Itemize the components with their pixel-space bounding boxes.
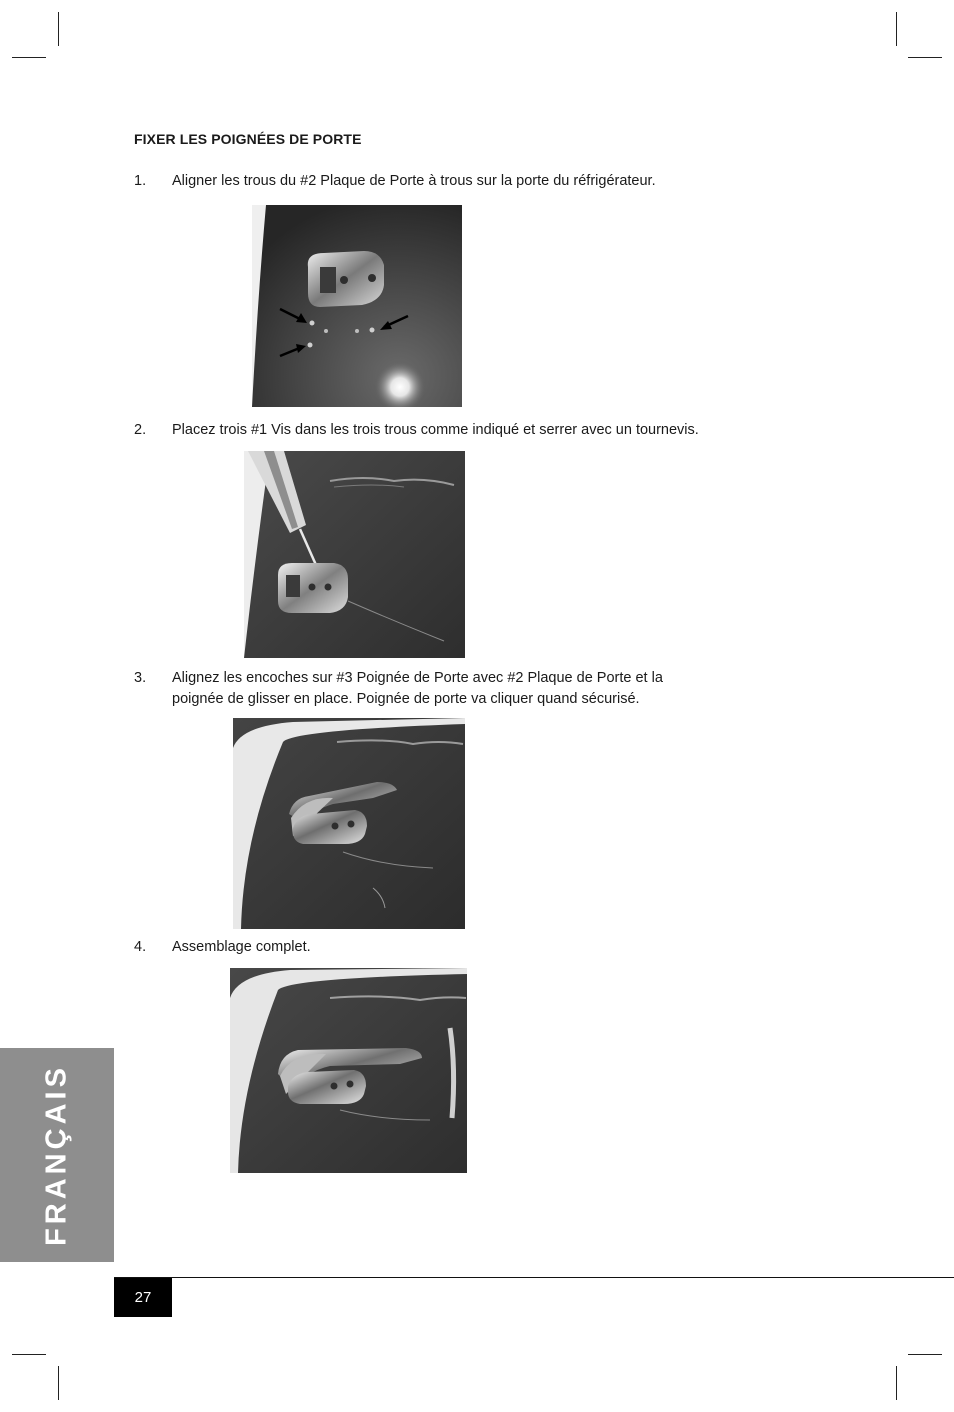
language-label: FRANÇAIS — [40, 1064, 73, 1246]
crop-mark-bottom-right-v — [896, 1366, 897, 1400]
photo-handle-sliding — [233, 718, 465, 929]
step-text-line-2: poignée de glisser en place. Poignée de porte va cliquer quand sécurisé. — [172, 691, 640, 707]
crop-mark-top-right-v — [896, 12, 897, 46]
crop-mark-bottom-right-h — [908, 1354, 942, 1355]
crop-mark-top-right-h — [908, 57, 942, 58]
step-text: Alignez les encoches sur #3 Poignée de Porte avec #2 Plaque de Porte et la — [172, 670, 663, 686]
photo-assembly-complete — [230, 968, 467, 1173]
language-side-tab — [0, 1048, 114, 1262]
step-number: 1. — [134, 173, 147, 189]
step-text: Placez trois #1 Vis dans les trois trous comme indiqué et serrer avec un tournevis. — [172, 422, 699, 438]
step-number: 2. — [134, 422, 147, 438]
photo-door-plate-holes — [252, 205, 462, 407]
crop-mark-top-left-h — [12, 57, 46, 58]
step-text: Assemblage complet. — [172, 939, 311, 955]
step-number: 3. — [134, 670, 147, 686]
step-number: 4. — [134, 939, 147, 955]
page-number-box — [114, 1278, 172, 1317]
crop-mark-bottom-left-h — [12, 1354, 46, 1355]
crop-mark-bottom-left-v — [58, 1366, 59, 1400]
crop-mark-top-left-v — [58, 12, 59, 46]
section-heading: FIXER LES POIGNÉES DE PORTE — [134, 131, 362, 147]
photo-screwdriver-screws — [244, 451, 465, 658]
step-text: Aligner les trous du #2 Plaque de Porte à trous sur la porte du réfrigérateur. — [172, 173, 656, 189]
footer-rule — [114, 1277, 954, 1278]
page-number: 27 — [134, 1289, 152, 1306]
